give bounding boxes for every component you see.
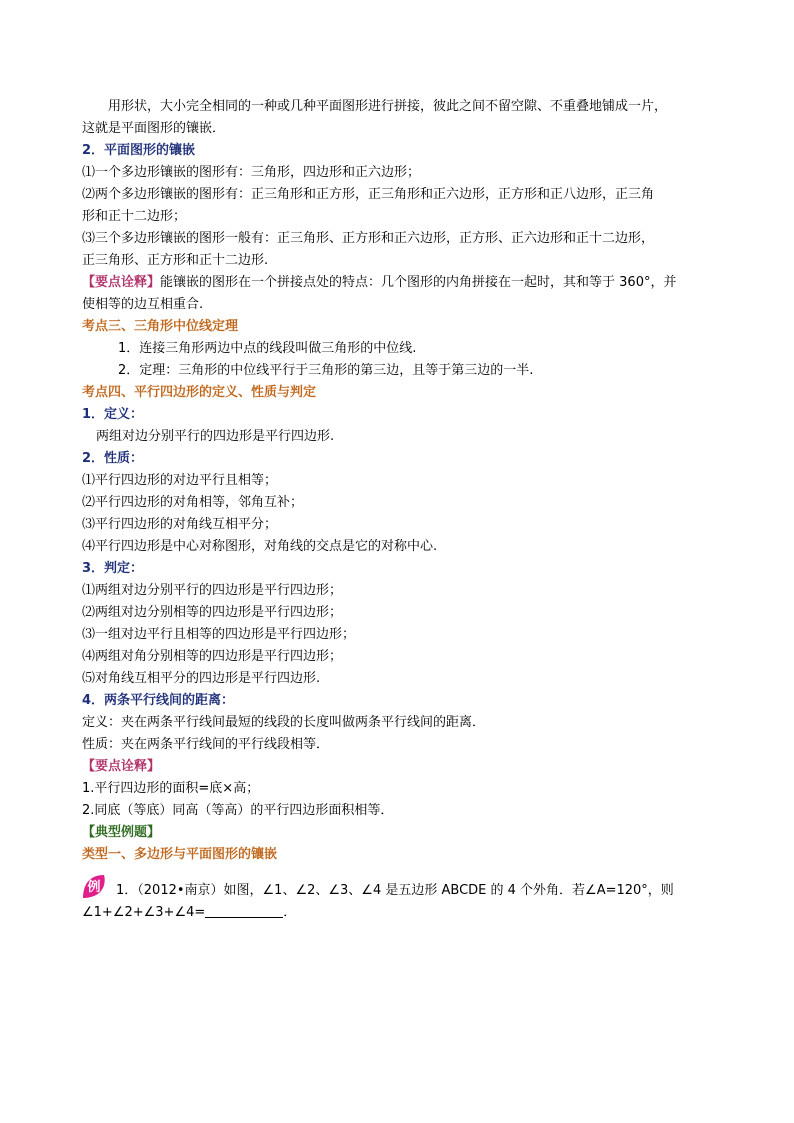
example-badge-text: 例 [87,880,101,895]
answer-blank[interactable] [205,903,283,918]
section-heading-parallelogram: 考点四、平行四边形的定义、性质与判定 [82,385,317,400]
distance-definition: 定义：夹在两条平行线间最短的线段的长度叫做两条平行线间的距离． [82,715,486,730]
tessellation-item-2: ⑵两个多边形镶嵌的图形有：正三角形和正方形，正三角形和正六边形，正方形和正八边形，正三角 [82,187,655,202]
parallelogram-note-label: 【要点诠释】 [82,759,161,774]
parallelogram-note-2: 2.同底（等底）同高（等高）的平行四边形面积相等． [82,803,394,818]
midline-item-1: 1．连接三角形两边中点的线段叫做三角形的中位线. [118,341,417,356]
intro-line-2: 这就是平面图形的镶嵌． [82,121,226,136]
tessellation-item-3: ⑶三个多边形镶嵌的图形一般有：正三角形、正方形和正六边形，正方形、正六边形和正十二边形， [82,231,655,246]
criterion-2: ⑵两组对边分别相等的四边形是平行四边形； [82,605,343,620]
properties-heading: 2．性质： [82,451,144,466]
tessellation-item-2-cont: 形和正十二边形； [82,209,187,224]
example-badge-icon [80,872,108,900]
question-1-answer-line [82,902,714,924]
property-2: ⑵平行四边形的对角相等，邻角互补； [82,495,304,510]
tessellation-note [82,272,714,294]
criterion-3: ⑶一组对边平行且相等的四边形是平行四边形； [82,627,356,642]
intro-line-1: 用形状，大小完全相同的一种或几种平面图形进行拼接，彼此之间不留空隙、不重叠地铺成一片， [108,99,668,114]
criterion-5: ⑸对角线互相平分的四边形是平行四边形. [82,671,321,686]
section-heading-midline: 考点三、三角形中位线定理 [82,319,239,334]
document-page [82,96,714,924]
property-1: ⑴平行四边形的对边平行且相等； [82,473,278,488]
parallelogram-note-1: 1.平行四边形的面积=底×高； [82,781,260,796]
criterion-1: ⑴两组对边分别平行的四边形是平行四边形； [82,583,343,598]
midline-item-2: 2．定理：三角形的中位线平行于三角形的第三边，且等于第三边的一半. [118,363,534,378]
note-text: 能镶嵌的图形在一个拼接点处的特点：几个图形的内角拼接在一起时，其和等于 360°，并 [160,275,677,290]
section-heading-tessellation: 2．平面图形的镶嵌 [82,143,196,158]
definition-heading: 1．定义： [82,407,144,422]
property-4: ⑷平行四边形是中心对称图形，对角线的交点是它的对称中心. [82,539,438,554]
note-label: 【要点诠释】 [82,275,161,290]
question-1-line-2: ∠1+∠2+∠3+∠4= [82,905,206,920]
example-question-1 [82,880,714,902]
examples-label: 【典型例题】 [82,825,161,840]
tessellation-item-1: ⑴一个多边形镶嵌的图形有：三角形，四边形和正六边形； [82,165,421,180]
distance-property: 性质：夹在两条平行线间的平行线段相等． [82,737,330,752]
question-1-end: ． [283,905,297,920]
distance-heading: 4．两条平行线间的距离： [82,693,235,708]
question-1-line-1: 1．（2012•南京）如图，∠1、∠2、∠3、∠4 是五边形 ABCDE 的 4 个外角．若∠A=120°，则 [116,883,674,898]
tessellation-item-3-cont: 正三角形、正方形和正十二边形. [82,253,269,268]
tessellation-note-cont: 使相等的边互相重合. [82,297,204,312]
definition-text: 两组对边分别平行的四边形是平行四边形. [96,429,335,444]
criteria-heading: 3．判定： [82,561,144,576]
type1-heading: 类型一、多边形与平面图形的镶嵌 [82,847,278,862]
criterion-4: ⑷两组对角分别相等的四边形是平行四边形； [82,649,343,664]
property-3: ⑶平行四边形的对角线互相平分； [82,517,278,532]
